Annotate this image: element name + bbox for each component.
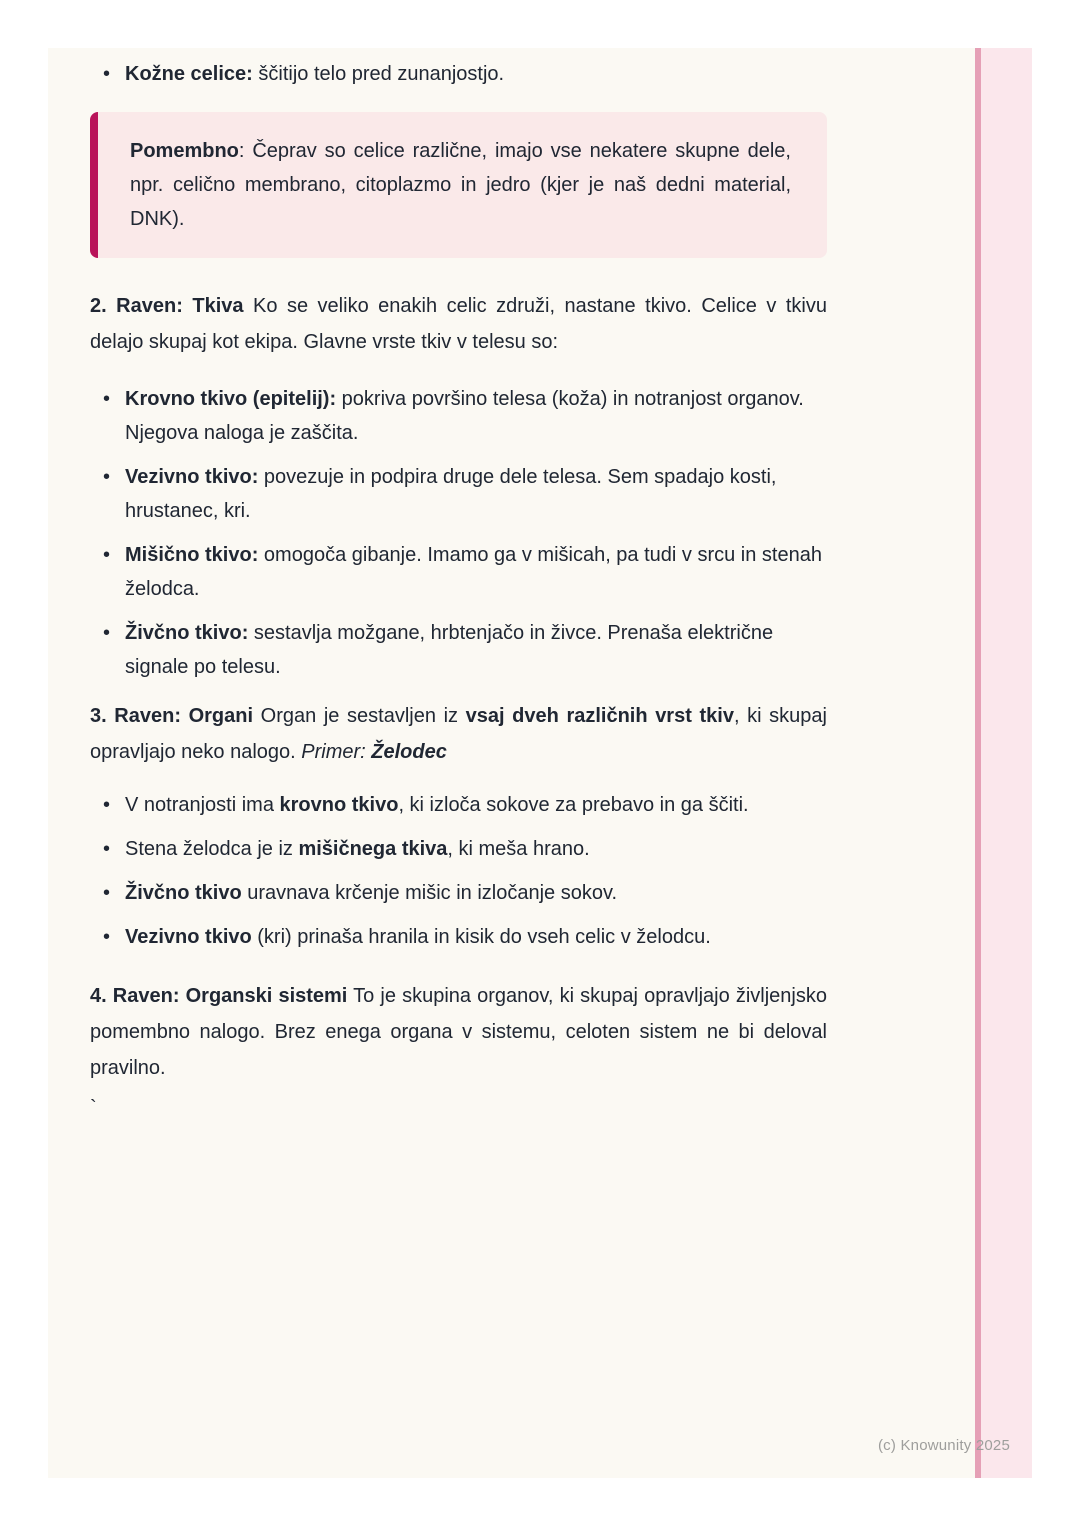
list-item xyxy=(90,788,827,822)
paragraph-level-3-organi xyxy=(90,698,827,770)
list-item xyxy=(90,876,827,910)
list-item xyxy=(90,538,827,606)
list-item-text: V notranjosti ima krovno tkivo, ki izloča sokove za prebavo in ga ščiti. xyxy=(125,794,749,816)
list-item-text: Krovno tkivo (epitelij): pokriva površino telesa (koža) in notranjost organov. Njegova naloga je zaščita. xyxy=(125,388,804,444)
list-item-text: Vezivno tkivo: povezuje in podpira druge dele telesa. Sem spadajo kosti, hrustanec, kri. xyxy=(125,466,777,522)
list-item-text: Živčno tkivo: sestavlja možgane, hrbtenjačo in živce. Prenaša električne signale po telesu. xyxy=(125,622,774,678)
list-item-text: Vezivno tkivo (kri) prinaša hranila in kisik do vseh celic v želodcu. xyxy=(125,926,711,948)
list-item-text: Mišično tkivo: omogoča gibanje. Imamo ga v mišicah, pa tudi v srcu in stenah želodca. xyxy=(125,544,822,600)
stray-backtick-character: ` xyxy=(90,1097,97,1119)
list-item xyxy=(90,832,827,866)
list-item xyxy=(90,56,827,92)
bullet-icon: • xyxy=(103,466,111,488)
bullet-icon: • xyxy=(103,63,111,85)
paragraph-text: 4. Raven: Organski sistemi To je skupina organov, ki skupaj opravljajo življenjsko pomembno nalogo. Brez enega organa v sistemu, celoten sistem ne bi deloval pravilno. xyxy=(90,985,827,1079)
list-item-text: Kožne celice: ščitijo telo pred zunanjostjo. xyxy=(125,63,505,85)
page-right-accent-strip xyxy=(975,48,1032,1478)
page-content xyxy=(48,48,827,1126)
bullet-icon: • xyxy=(103,544,111,566)
paragraph-level-2-tkiva xyxy=(90,288,827,360)
tissue-bullet-list xyxy=(90,382,827,684)
organ-bullet-list xyxy=(90,788,827,954)
intro-bullet-list xyxy=(90,56,827,92)
callout-text: Pomembno: Čeprav so celice različne, imajo vse nekatere skupne dele, npr. celično membrano, citoplazmo in jedro (kjer je naš dedni material, DNK). xyxy=(130,140,791,230)
bullet-icon: • xyxy=(103,794,111,816)
list-item-text: Živčno tkivo uravnava krčenje mišic in izločanje sokov. xyxy=(125,882,618,904)
list-item-text: Stena želodca je iz mišičnega tkiva, ki meša hrano. xyxy=(125,838,590,860)
list-item xyxy=(90,616,827,684)
bullet-icon: • xyxy=(103,388,111,410)
document-page xyxy=(48,48,1032,1478)
paragraph-level-4-organski-sistemi xyxy=(90,978,827,1086)
footer-copyright: (c) Knowunity 2025 xyxy=(877,1437,1010,1454)
bullet-icon: • xyxy=(103,882,111,904)
important-callout xyxy=(90,112,827,258)
list-item xyxy=(90,382,827,450)
list-item xyxy=(90,460,827,528)
bullet-icon: • xyxy=(103,926,111,948)
paragraph-text: 2. Raven: Tkiva Ko se veliko enakih celic združi, nastane tkivo. Celice v tkivu delajo skupaj kot ekipa. Glavne vrste tkiv v telesu so: xyxy=(90,295,828,353)
list-item xyxy=(90,920,827,954)
bullet-icon: • xyxy=(103,838,111,860)
paragraph-text: 3. Raven: Organi Organ je sestavljen iz vsaj dveh različnih vrst tkiv, ki skupaj opravljajo neko nalogo. Primer: Želodec xyxy=(90,705,827,763)
bullet-icon: • xyxy=(103,622,111,644)
